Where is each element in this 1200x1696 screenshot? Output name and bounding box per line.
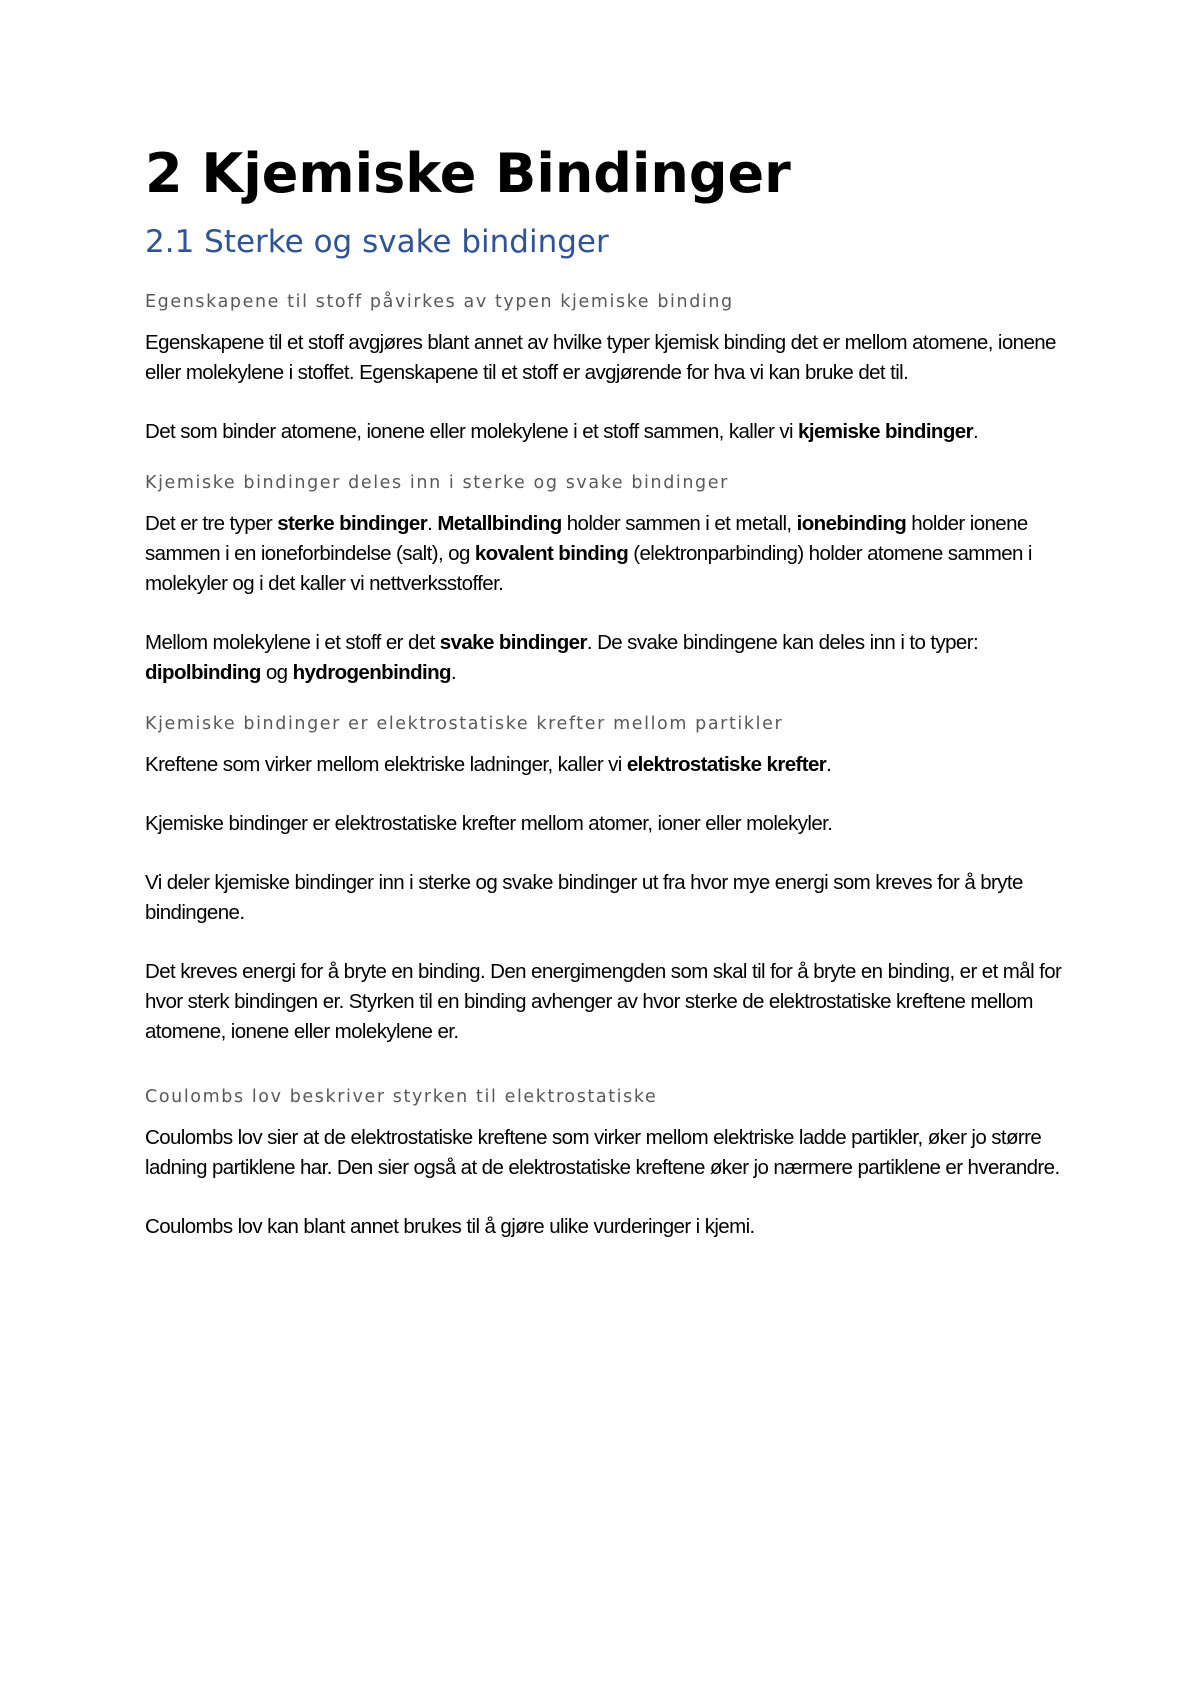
term-kovalent-binding: kovalent binding [474,542,629,565]
section-heading: 2.1 Sterke og svake bindinger [145,224,609,260]
text-run: Kreftene som virker mellom elektriske ladninger, kaller vi [145,753,627,776]
paragraph-coulombs-law: Coulombs lov sier at de elektrostatiske kreftene som virker mellom elektriske ladde partikler, øker jo større ladning partiklene har. Den sier også at de elektrostatiske kreftene øker jo nærmere partiklene er hverandre. [145,1126,1060,1179]
paragraph-coulomb-usage: Coulombs lov kan blant annet brukes til å gjøre ulike vurderinger i kjemi. [145,1215,755,1238]
text-run: holder sammen i et metall, [561,512,797,535]
term-kjemiske-bindinger: kjemiske bindinger [798,420,973,443]
paragraph-chemical-bonds-definition [145,417,1065,447]
term-metallbinding: Metallbinding [437,512,562,535]
subheading-strong-weak: Kjemiske bindinger deles inn i sterke og svake bindinger [145,473,729,493]
term-hydrogenbinding: hydrogenbinding [292,661,451,684]
text-run: . [427,512,438,535]
text-run: holder ionene sammen i en ioneforbindelse (salt), og [145,512,1028,565]
text-run: . [450,661,457,684]
paragraph-weak-bonds [145,628,1065,688]
paragraph-properties: Egenskapene til et stoff avgjøres blant annet av hvilke typer kjemisk binding det er mellom atomene, ionene eller molekylene i stoffet. Egenskapene til et stoff er avgjørende for hva vi kan bruke det til. [145,331,1056,384]
text-run: Mellom molekylene i et stoff er det [145,631,440,654]
term-sterke-bindinger: sterke bindinger [277,512,428,535]
subheading-electrostatic: Kjemiske bindinger er elektrostatiske krefter mellom partikler [145,714,784,734]
paragraph-bond-strength: Det kreves energi for å bryte en binding. Den energimengden som skal til for å bryte en binding, er et mål for hvor sterk bindingen er. Styrken til en binding avhenger av hvor sterke de elektrostatiske kreftene mellom atomene, ionene eller molekylene er. [145,960,1062,1043]
subheading-coulomb: Coulombs lov beskriver styrken til elektrostatiske [145,1087,658,1107]
text-run: (elektronparbinding) holder atomene sammen i molekyler og i det kaller vi nettverksstoffer. [145,542,1032,595]
paragraph-energy-classification: Vi deler kjemiske bindinger inn i sterke og svake bindinger ut fra hvor mye energi som kreves for å bryte bindingene. [145,871,1023,924]
term-ionebinding: ionebinding [796,512,907,535]
term-elektrostatiske-krefter: elektrostatiske krefter [626,753,827,776]
paragraph-bonds-are-forces: Kjemiske bindinger er elektrostatiske krefter mellom atomer, ioner eller molekyler. [145,812,833,835]
text-run: og [260,661,293,684]
document-title: 2 Kjemiske Bindinger [145,142,791,205]
paragraph-electrostatic-forces [145,750,1065,780]
text-run: . De svake bindingene kan deles inn i to typer: [586,631,979,654]
subheading-properties: Egenskapene til stoff påvirkes av typen kjemiske binding [145,292,734,312]
text-run: Det som binder atomene, ionene eller molekylene i et stoff sammen, kaller vi [145,420,799,443]
text-run: . [972,420,979,443]
text-run: Det er tre typer [145,512,278,535]
paragraph-strong-bonds [145,509,1065,599]
term-svake-bindinger: svake bindinger [439,631,587,654]
text-run: . [826,753,832,776]
term-dipolbinding: dipolbinding [145,661,261,684]
document-page [145,138,1065,1242]
